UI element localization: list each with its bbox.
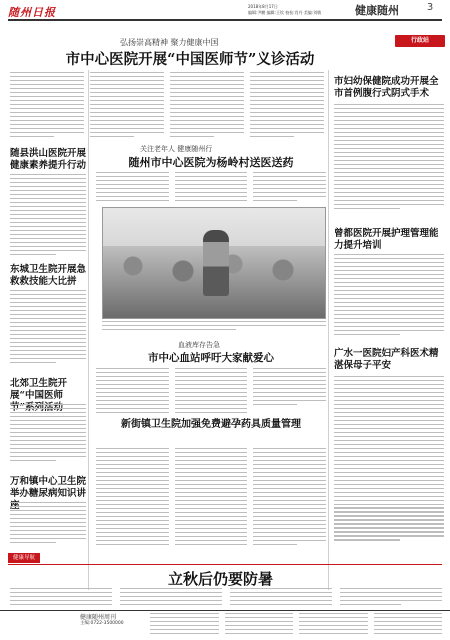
right-story-2-body — [334, 254, 444, 340]
feature-body — [96, 172, 326, 204]
section-name: 健康随州 — [355, 4, 399, 17]
story2-kicker: 血液库存告急 — [178, 341, 220, 349]
footer-phone: 主编:0722-3500000 — [80, 621, 124, 626]
lead-title: 市中心医院开展“中国医师节”义诊活动 — [65, 51, 315, 68]
story3-title: 新街镇卫生院加强免费避孕药具质量管理 — [121, 419, 301, 430]
feature-kicker: 关注老年人 健康随州行 — [140, 145, 213, 153]
right-story-1-body — [334, 104, 444, 210]
bottom-story-body — [10, 588, 442, 608]
photo-subject — [203, 230, 229, 296]
left-story-2-title: 东城卫生院开展急救救技能大比拼 — [10, 264, 87, 287]
bottom-story-title: 立秋后仍要防暑 — [168, 570, 274, 588]
lead-body-col-3 — [170, 72, 244, 138]
section-tag: 健康导航 — [8, 553, 40, 563]
left-story-3-title: 北郊卫生院开展“中国医师 — [10, 378, 68, 401]
lead-body-col-1 — [10, 72, 84, 138]
footer-directory — [150, 613, 442, 637]
right-story-1-title: 市妇幼保健院成功开展全市首例腹行式阴式手术 — [334, 76, 439, 99]
header-rule — [8, 19, 442, 21]
story3-body — [96, 448, 326, 548]
column-rule-left — [88, 70, 89, 590]
left-story-1-title: 随县洪山医院开展健康素养提升行动 — [10, 148, 87, 171]
footer-paper-name: 健康随州周刊 — [80, 614, 117, 621]
left-story-1-body — [10, 174, 86, 260]
left-story-3-body — [10, 404, 86, 468]
feature-photo — [102, 207, 326, 319]
lead-body-col-4 — [250, 72, 324, 138]
column-rule-right — [328, 70, 329, 590]
photo-caption — [102, 321, 326, 331]
page-number: 3 — [426, 2, 434, 13]
column-badge: 行政站 — [395, 35, 445, 47]
right-story-3-body — [334, 376, 444, 546]
left-story-2-body — [10, 290, 86, 370]
story2-body — [96, 368, 326, 414]
left-story-4-title: 万和镇中心卫生院举办糖尿病知识讲 — [10, 476, 87, 499]
footer-rule-red — [8, 564, 442, 565]
story2-title: 市中心血站呼吁大家献爱心 — [148, 352, 274, 364]
feature-title: 随州市中心医院为杨岭村送医送药 — [128, 156, 294, 169]
right-story-2-title: 曾都医院开展护理管理能力提升培训 — [334, 228, 439, 251]
newspaper-logo: 随州日报 — [8, 6, 56, 19]
issue-date: 2018年8月17日 — [248, 4, 278, 9]
masthead — [0, 0, 450, 38]
right-story-3-title: 广水一医院妇产科医术精湛保母子平安 — [334, 348, 439, 371]
lead-kicker: 弘扬崇高精神 聚力健康中国 — [120, 38, 219, 47]
edit-info: 编辑:尹鹏 编辑:王钦 校检:肖丹 美编:刘敏 — [248, 10, 322, 15]
lead-body-col-2 — [90, 72, 164, 138]
left-story-4-body — [10, 502, 86, 548]
